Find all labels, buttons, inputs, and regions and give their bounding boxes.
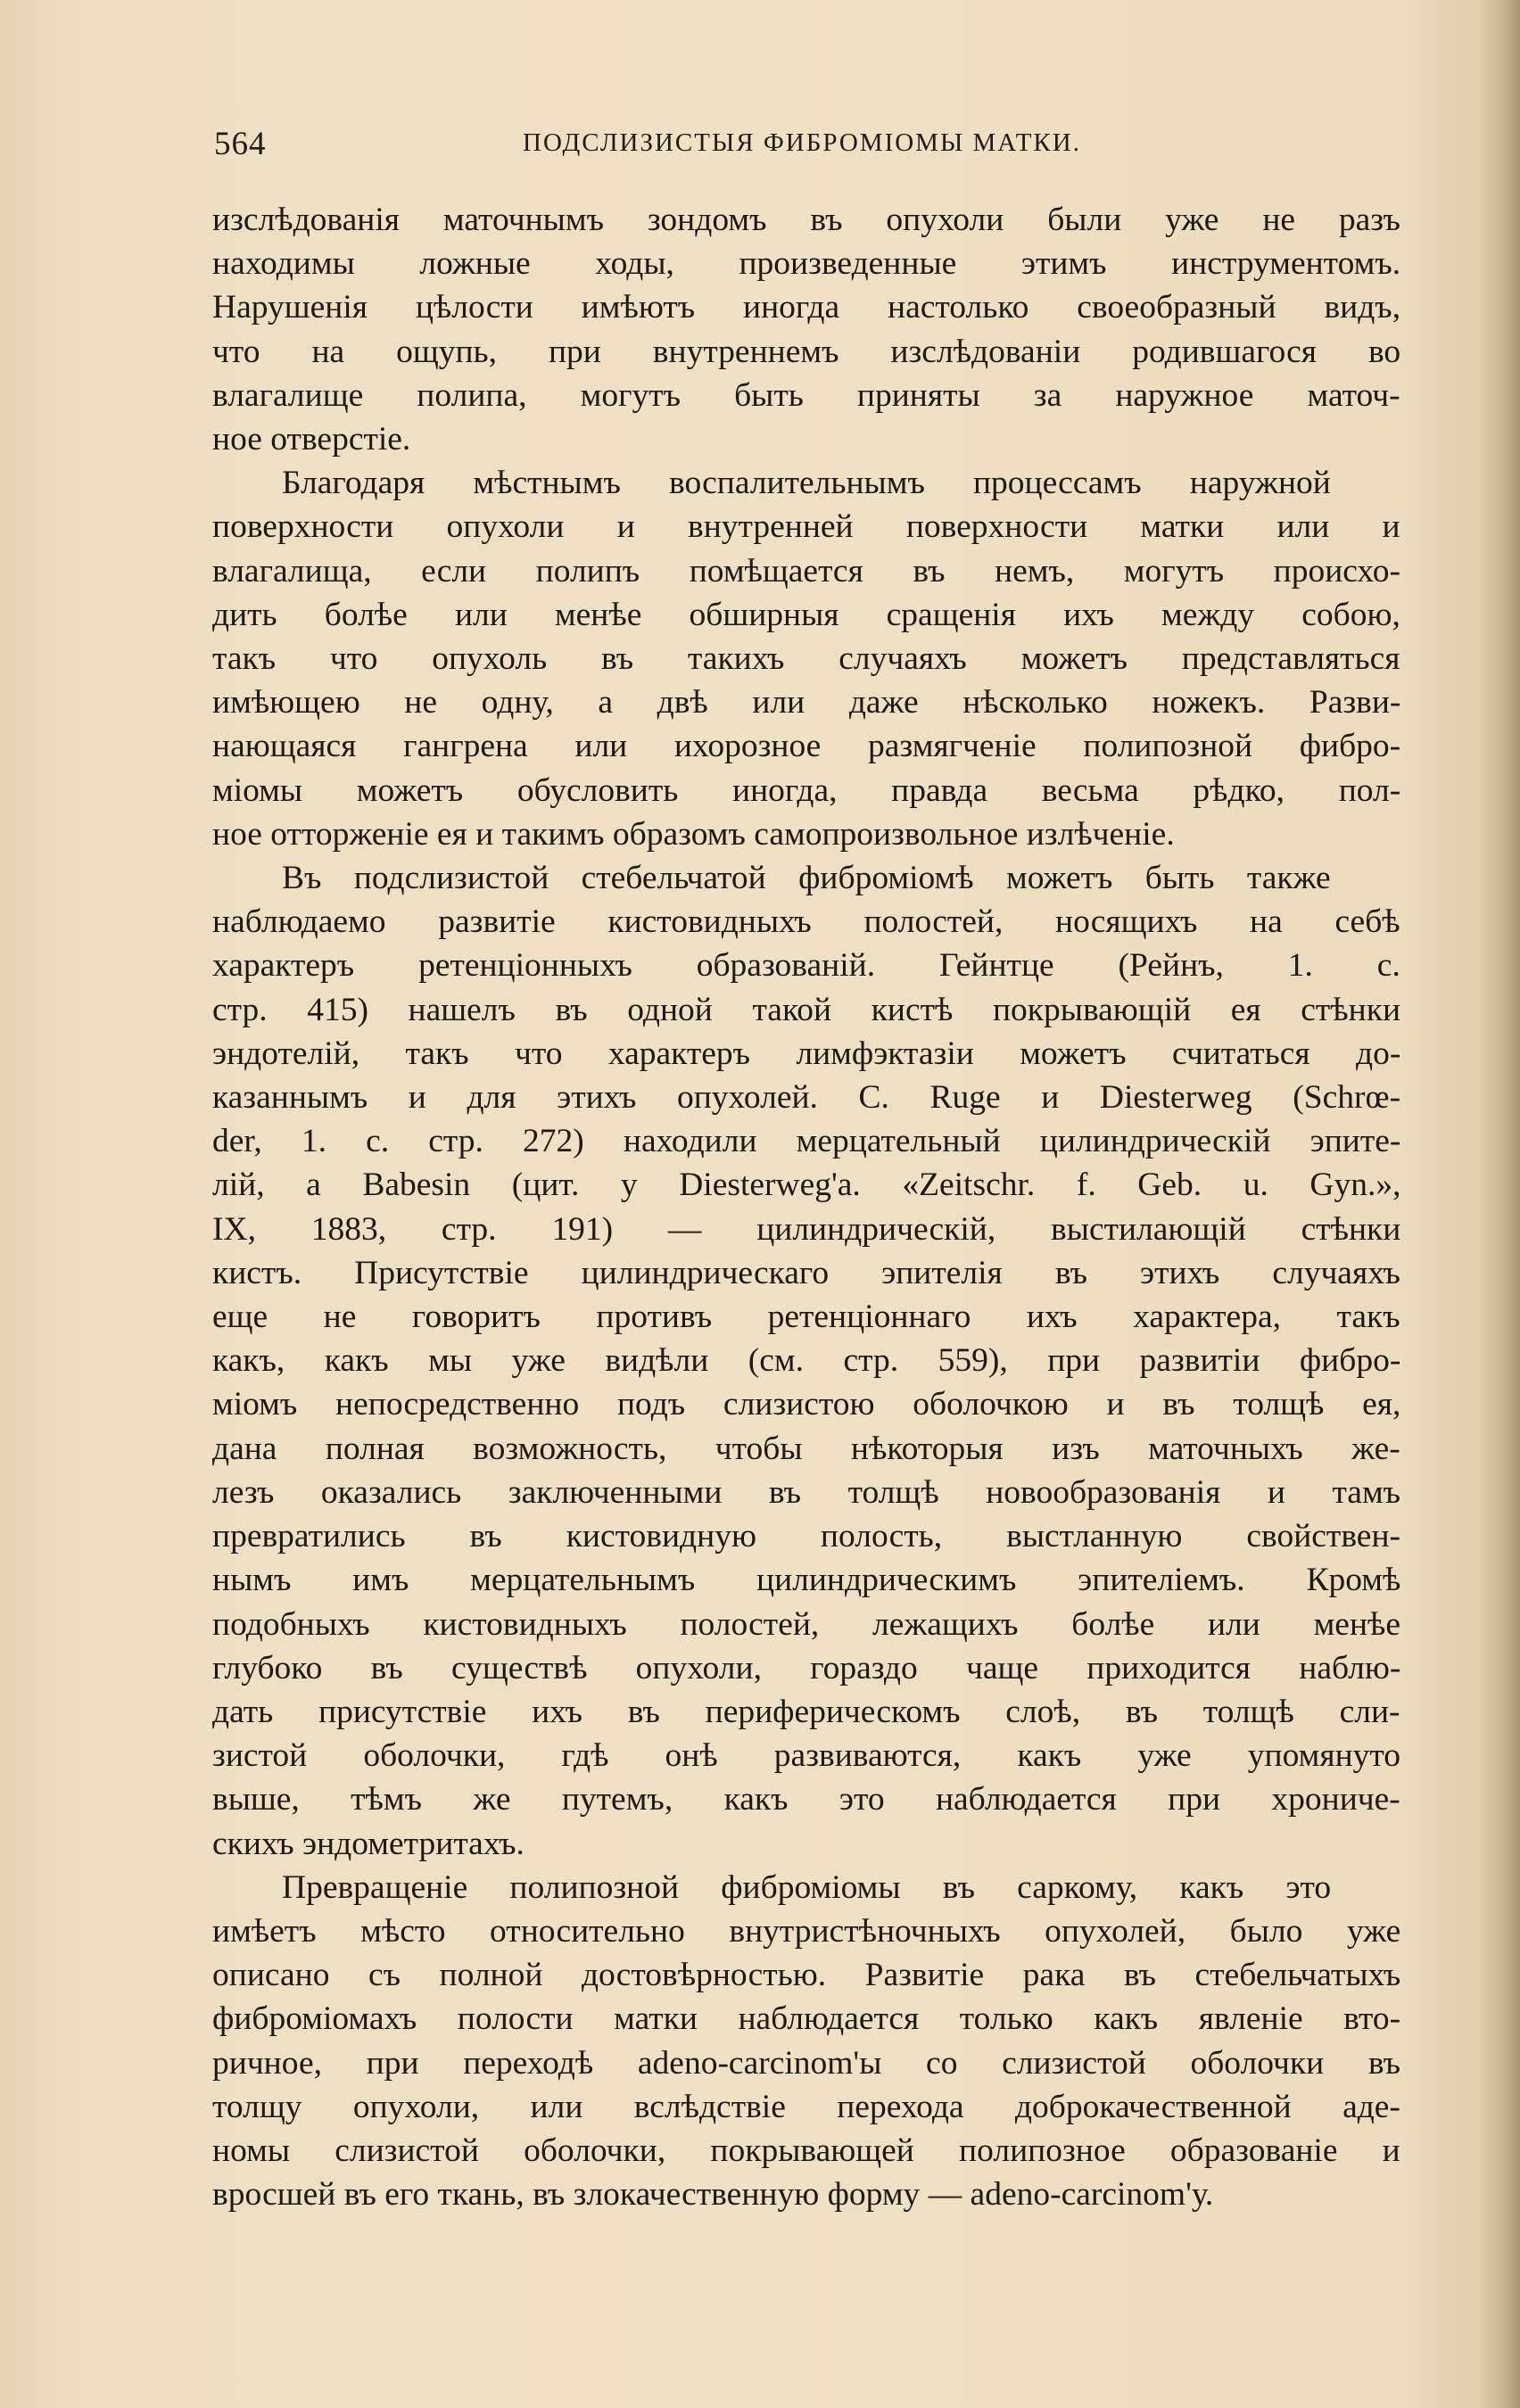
text-line: der, 1. c. стр. 272) находили мерцательный цилиндрическій эпите- [212,1123,1401,1160]
text-line: вросшей въ его ткань, въ злокачественную форму — adeno-carcinom'у. [212,2176,1214,2214]
text-line: міомъ непосредственно подъ слизистою оболочкою и въ толщѣ ея, [212,1386,1401,1423]
paragraph-2 [212,461,1400,856]
text-line: фиброміомахъ полости матки наблюдается только какъ явленіе вто- [212,2000,1401,2038]
text-line: ное отверстіе. [212,421,411,458]
text-line: имѣетъ мѣсто относительно внутристѣночныхъ опухолей, было уже [212,1912,1401,1950]
paragraph-3 [212,856,1400,1866]
text-line: толщу опухоли, или вслѣдствіе перехода доброкачественной аде- [212,2088,1400,2125]
text-line: дана полная возможность, чтобы нѣкоторыя изъ маточныхъ же- [212,1430,1400,1467]
text-line: лій, а Babesin (цит. у Diesterweg'a. «Zeitschr. f. Geb. u. Gyn.», [212,1167,1401,1204]
text-line: дать присутствіе ихъ въ периферическомъ слоѣ, въ толщѣ сли- [212,1693,1400,1730]
text-line: глубоко въ существѣ опухоли, гораздо чаще приходится наблю- [212,1649,1401,1686]
text-line: Превращеніе полипозной фиброміомы въ саркому, какъ это [282,1868,1332,1906]
text-line: поверхности опухоли и внутренней поверхности матки или и [212,508,1400,546]
text-line: превратились въ кистовидную полость, выстланную свойствен- [212,1518,1401,1555]
text-line: влагалище полипа, могутъ быть приняты за наружное маточ- [212,376,1400,414]
text-line: Благодаря мѣстнымъ воспалительнымъ процессамъ наружной [282,465,1331,502]
text-line: ричное, при переходѣ adeno-carcinom'ы со слизистой оболочки въ [212,2044,1400,2082]
text-line: номы слизистой оболочки, покрывающей полипозное образованіе и [212,2132,1400,2169]
text-line: міомы можетъ обусловить иногда, правда весьма рѣдко, пол- [212,771,1401,809]
text-line: подобныхъ кистовидныхъ полостей, лежащихъ болѣе или менѣе [212,1605,1401,1643]
text-line: нающаяся гангрена или ихорозное размягченіе полипозной фибро- [212,728,1401,765]
paragraph-4 [212,1866,1400,2217]
paragraph-1 [212,198,1400,461]
text-line: наблюдаемо развитіе кистовидныхъ полостей, носящихъ на себѣ [212,903,1400,941]
text-line: изслѣдованія маточнымъ зондомъ въ опухоли были уже не разъ [212,202,1400,238]
text-line: еще не говоритъ противъ ретенціоннаго ихъ характера, такъ [212,1299,1400,1336]
text-line: выше, тѣмъ же путемъ, какъ это наблюдается при хрониче- [212,1781,1400,1818]
text-line: зистой оболочки, гдѣ онѣ развиваются, какъ уже упомянуто [212,1737,1401,1775]
text-line: такъ что опухоль въ такихъ случаяхъ можетъ представляться [212,640,1400,678]
text-line: Нарушенія цѣлости имѣютъ иногда настолько своеобразный видъ, [212,289,1401,326]
text-line: Въ подслизистой стебельчатой фиброміомѣ можетъ быть также [282,860,1331,897]
text-line: кистъ. Присутствіе цилиндрическаго эпителія въ этихъ случаяхъ [212,1254,1400,1291]
text-line: эндотелій, такъ что характеръ лимфэктазіи можетъ считаться до- [212,1035,1401,1072]
text-line: влагалища, если полипъ помѣщается въ немъ, могутъ происхо- [212,552,1400,590]
page-number: 564 [214,126,267,162]
text-line: нымъ имъ мерцательнымъ цилиндрическимъ эпителіемъ. Кромѣ [212,1562,1401,1599]
text-line: IX, 1883, стр. 191) — цилиндрическій, выстилающій стѣнки [212,1210,1401,1248]
text-line: какъ, какъ мы уже видѣли (см. стр. 559), при развитіи фибро- [212,1342,1401,1380]
page-header [214,125,1399,169]
page-gutter-shadow [1479,0,1520,2408]
text-line: скихъ эндометритахъ. [212,1825,525,1862]
running-title: ПОДСЛИЗИСТЫЯ ФИБРОМІОМЫ МАТКИ. [523,128,1081,157]
text-line: находимы ложные ходы, произведенные этимъ инструментомъ. [212,245,1401,283]
text-line: стр. 415) нашелъ въ одной такой кистѣ покрывающій ея стѣнки [212,991,1401,1028]
text-line: ное отторженіе ея и такимъ образомъ самопроизвольное излѣченіе. [212,815,1175,853]
text-line: лезъ оказались заключенными въ толщѣ новообразованія и тамъ [212,1473,1401,1511]
text-line: характеръ ретенціонныхъ образованій. Гейнтце (Рейнъ, 1. с. [212,947,1400,985]
text-line: что на ощупь, при внутреннемъ изслѣдованіи родившагося во [212,333,1401,370]
text-line: имѣющею не одну, а двѣ или даже нѣсколько ножекъ. Разви- [212,684,1401,722]
text-line: дить болѣе или менѣе обширныя сращенія ихъ между собою, [212,596,1400,633]
body-text [212,198,1400,2216]
text-line: описано съ полной достовѣрностью. Развитіе рака въ стебельчатыхъ [212,1957,1401,1994]
text-line: казаннымъ и для этихъ опухолей. C. Ruge и Diesterweg (Schrœ- [212,1079,1401,1117]
